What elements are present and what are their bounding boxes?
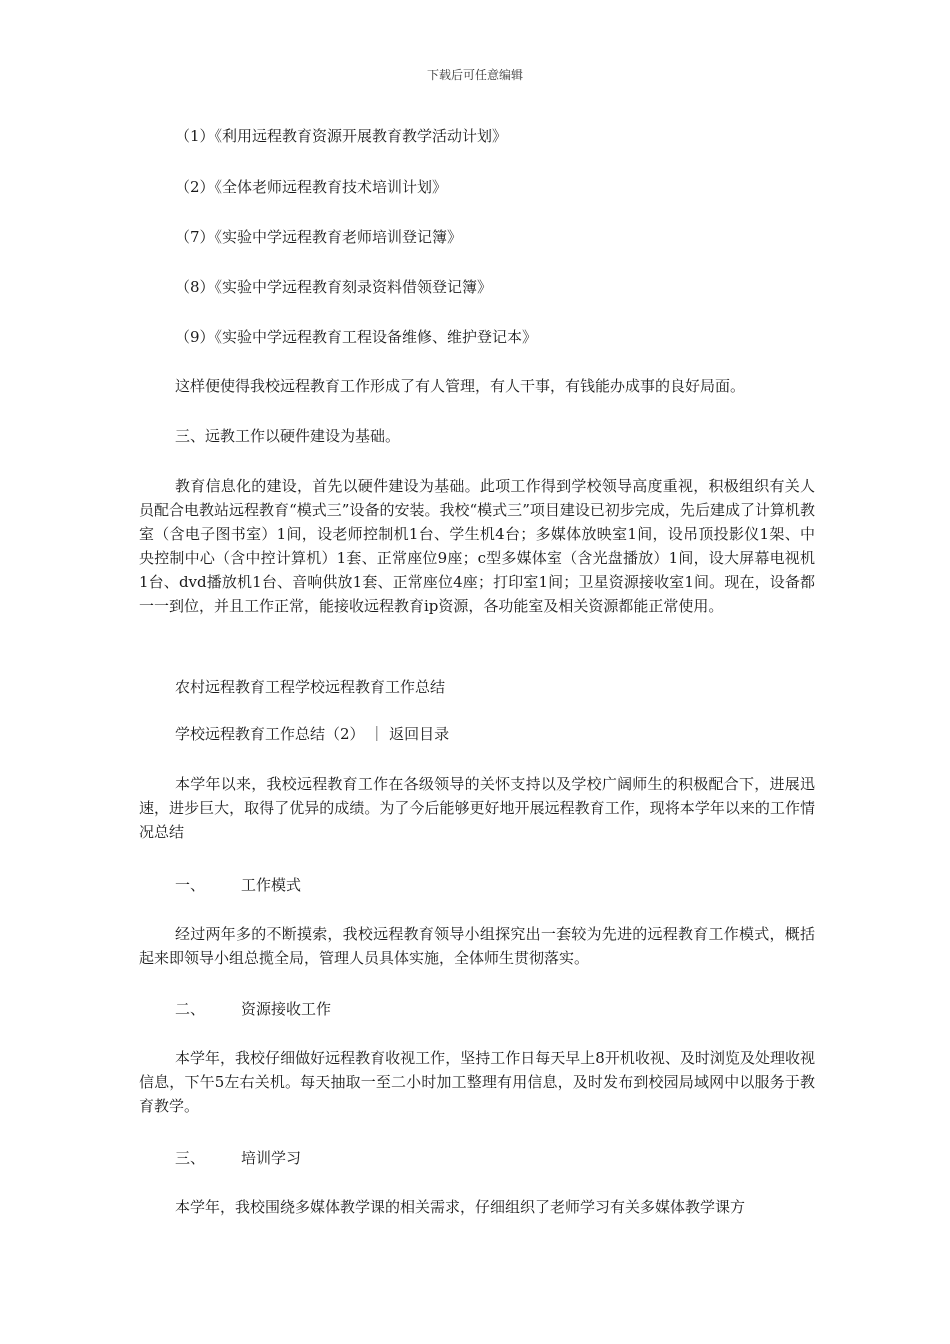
plan-item-2: （2）《全体老师远程教育技术培训计划》 — [175, 178, 448, 196]
section-body-2: 本学年，我校仔细做好远程教育收视工作，坚持工作日每天早上8开机收视、及时浏览及处理收视信息，下午5左右关机。每天抽取一至二小时加工整理有用信息，及时发布到校园局域网中以服务于教育教学。 — [139, 1049, 815, 1115]
section-heading-hardware: 三、远教工作以硬件建设为基础。 — [175, 427, 401, 445]
plan-item-8: （8）《实验中学远程教育刻录资料借领登记簿》 — [175, 278, 493, 296]
section-title: 资源接收工作 — [241, 1000, 332, 1018]
intro-paragraph: 本学年以来，我校远程教育工作在各级领导的关怀支持以及学校广阔师生的积极配合下，进展迅速，进步巨大，取得了优异的成绩。为了今后能够更好地开展远程教育工作，现将本学年以来的工作情况总结 — [139, 775, 815, 841]
section-heading-2 — [139, 997, 815, 1021]
document-title: 农村远程教育工程学校远程教育工作总结 — [175, 678, 446, 696]
section-title: 培训学习 — [241, 1149, 302, 1167]
article-title: 学校远程教育工作总结（2） — [175, 725, 365, 743]
plan-item-9: （9）《实验中学远程教育工程设备维修、维护登记本》 — [175, 328, 538, 346]
section-number: 二、 — [175, 1000, 206, 1018]
plan-item-1: （1）《利用远程教育资源开展教育教学活动计划》 — [175, 127, 508, 145]
section-number: 一、 — [175, 876, 206, 894]
plan-item-7: （7）《实验中学远程教育老师培训登记簿》 — [175, 228, 463, 246]
section-heading-1 — [139, 873, 815, 897]
nav-separator: ｜ — [369, 725, 385, 743]
page-header: 下载后可任意编辑 — [426, 68, 523, 82]
back-to-contents-link[interactable]: 返回目录 — [389, 725, 450, 743]
summary-line: 这样便使得我校远程教育工作形成了有人管理，有人干事，有钱能办成事的良好局面。 — [175, 377, 746, 395]
section-heading-3 — [139, 1146, 815, 1170]
hardware-paragraph: 教育信息化的建设，首先以硬件建设为基础。此项工作得到学校领导高度重视，积极组织有关人员配合电教站远程教育“模式三”设备的安装。我校“模式三”项目建设已初步完成，先后建成了计算机教室（含电子图书室）1间，设老师控制机1台、学生机4台；多媒体放映室1间，设吊顶投影仪1架、中央控制中心（含中控计算机）1套、正常座位9座；c型多媒体室（含光盘播放）1间，设大屏幕电视机1台、dvd播放机1台、音响供放1套、正常座位4座；打印室1间；卫星资源接收室1间。现在，设备都一一到位，并且工作正常，能接收远程教育ip资源，各功能室及相关资源都能正常使用。 — [139, 477, 815, 615]
section-title: 工作模式 — [241, 876, 302, 894]
section-body-1: 经过两年多的不断摸索，我校远程教育领导小组探究出一套较为先进的远程教育工作模式，概括起来即领导小组总揽全局，管理人员具体实施，全体师生贯彻落实。 — [139, 925, 815, 967]
section-body-3: 本学年，我校围绕多媒体教学课的相关需求，仔细组织了老师学习有关多媒体教学课方 — [175, 1198, 746, 1216]
section-number: 三、 — [175, 1149, 206, 1167]
article-nav — [139, 722, 815, 746]
